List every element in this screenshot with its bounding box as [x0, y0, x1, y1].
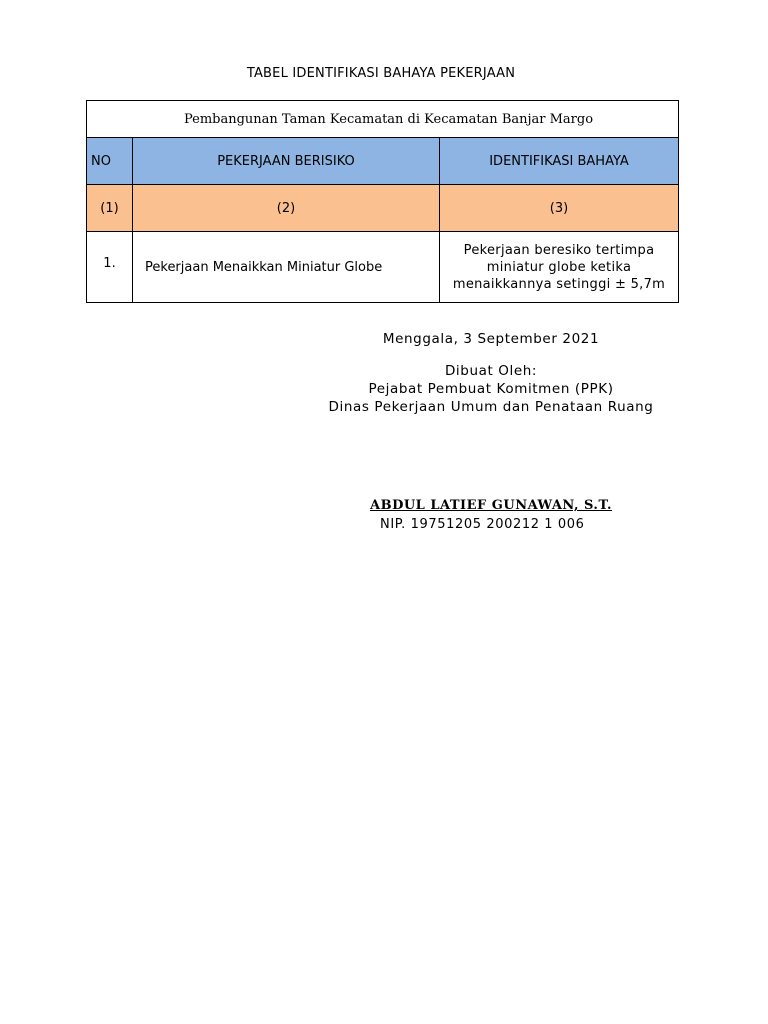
made-by-block	[300, 362, 682, 416]
project-name: Pembangunan Taman Kecamatan di Kecamatan Banjar Margo	[183, 111, 594, 127]
column-index-3: (3)	[440, 185, 679, 232]
table-row	[87, 232, 679, 303]
signer-position: Pejabat Pembuat Komitmen (PPK)	[368, 381, 614, 397]
hazard-line: menaikkannya setinggi ± 5,7m	[452, 276, 666, 292]
project-row	[87, 101, 679, 138]
made-by-label: Dibuat Oleh:	[444, 363, 538, 379]
row-number: 1.	[87, 232, 133, 303]
row-risky-work: Pekerjaan Menaikkan Miniatur Globe	[133, 232, 440, 303]
signer-office: Dinas Pekerjaan Umum dan Penataan Ruang	[328, 399, 654, 415]
hazard-line: miniatur globe ketika	[486, 259, 632, 275]
header-hazard-identification: IDENTIFIKASI BAHAYA	[440, 138, 679, 185]
document-title: TABEL IDENTIFIKASI BAHAYA PEKERJAAN	[246, 66, 516, 81]
header-risky-work: PEKERJAAN BERISIKO	[133, 138, 440, 185]
column-index-row	[87, 185, 679, 232]
column-index-2: (2)	[133, 185, 440, 232]
column-index-1: (1)	[87, 185, 133, 232]
hazard-line: Pekerjaan beresiko tertimpa	[463, 242, 655, 258]
signer-nip: NIP. 19751205 200212 1 006	[380, 517, 585, 532]
hazard-identification-table	[86, 100, 679, 303]
project-name-cell	[87, 101, 679, 138]
header-no: NO	[87, 138, 133, 185]
place-date: Menggala, 3 September 2021	[382, 331, 600, 347]
row-hazard	[440, 232, 679, 303]
table-header-row	[87, 138, 679, 185]
signer-name: ABDUL LATIEF GUNAWAN, S.T.	[370, 498, 612, 513]
